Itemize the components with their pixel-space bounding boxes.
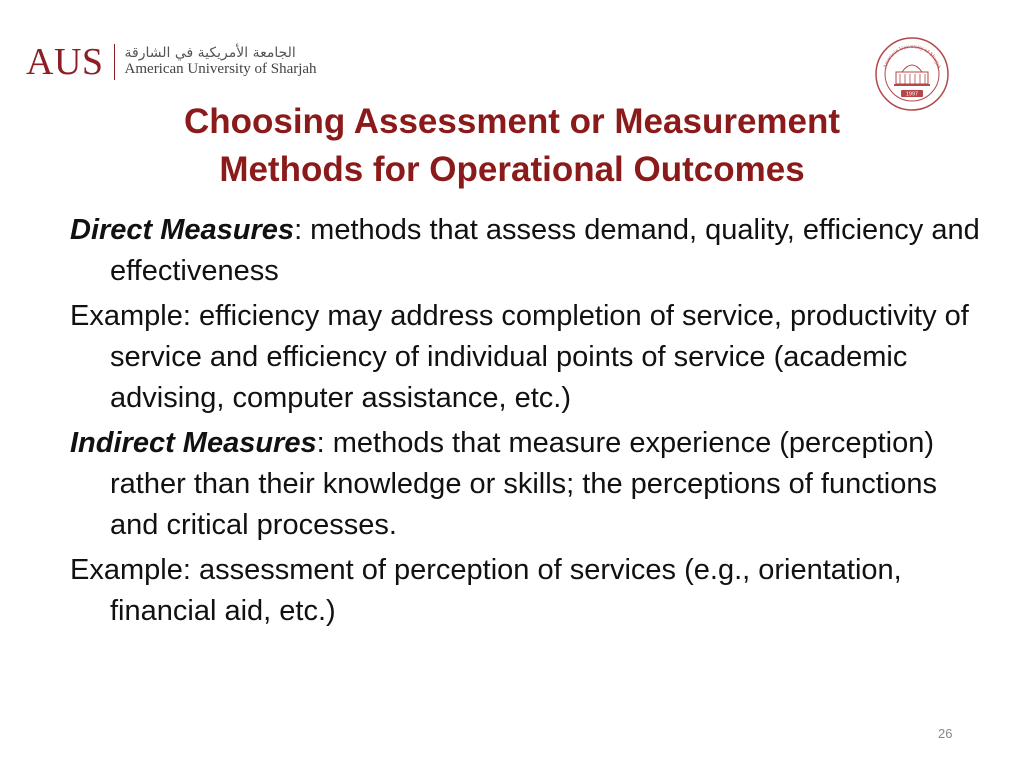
title-line-2: Methods for Operational Outcomes [219,150,805,189]
logo-names [125,46,317,78]
definition-indirect-measures: methods that measure experience (perception) rather than their knowledge or skills; the perceptions of functions and critical processes. [110,427,937,541]
logo-arabic-name: الجامعة الأمريكية في الشارقة [124,45,296,62]
term-indirect-measures: Indirect Measures [70,427,317,459]
paragraph-indirect-measures [70,423,990,546]
logo-english-name: American University of Sharjah [124,61,317,78]
colon: : [294,214,303,246]
title-line-1: Choosing Assessment or Measurement [183,102,841,141]
page-number: 26 [938,726,953,741]
aus-logo [26,40,317,84]
seal-text: American University of Sharjah [882,43,942,70]
paragraph-direct-measures [70,210,990,292]
slide-title [100,98,924,194]
logo-divider [114,44,115,80]
definition-direct-measures: methods that assess demand, quality, efficiency and effectiveness [110,214,980,287]
term-direct-measures: Direct Measures [70,214,295,246]
logo-mark: AUS [26,41,104,83]
slide-body [70,210,990,636]
paragraph-example-direct: Example: efficiency may address completion of service, productivity of service and efficiency of individual points of service (academic advising, computer assistance, etc.) [70,300,969,414]
colon: : [316,427,325,459]
seal-year: 1997 [905,91,919,98]
paragraph-example-indirect: Example: assessment of perception of services (e.g., orientation, financial aid, etc.) [70,554,902,627]
